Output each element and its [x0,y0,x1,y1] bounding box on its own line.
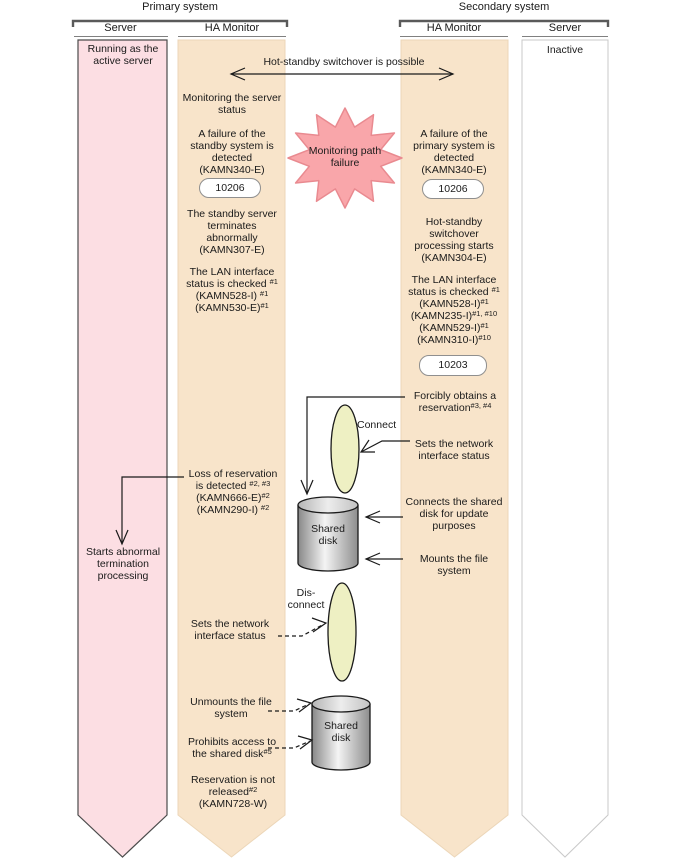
label-reservation-not-released: Reservation is not released$^{\#2}$ (KAMN728-W) [190,774,276,810]
label-failure-standby: A failure of the standby system is detected (KAMN340-E) [190,128,274,176]
label-connects-disk: Connects the shared disk for update purposes [405,496,503,532]
label-connect: Connect [357,419,397,431]
label-monitoring-server: Monitoring the server status [182,92,282,116]
label-monitoring-path-failure: Monitoring path failure [308,145,382,169]
col-label-secondary-ha: HA Monitor [426,22,482,34]
label-lan-checked-primary: The LAN interface status is checked $^{\#1}$ (KAMN528-I) $^{\#1}$ (KAMN530-E)$^{\#1}$ [186,266,278,314]
label-sets-network-left: Sets the network interface status [190,618,270,642]
label-mounts-fs: Mounts the file system [419,553,489,577]
lane-secondary-server [522,40,608,857]
primary-system-title: Primary system [142,1,218,13]
label-switchover-starts: Hot-standby switchover processing starts (KAMN304-E) [414,216,494,264]
label-prohibits-access: Prohibits access to the shared disk$^{\#5}$ [187,736,277,760]
label-unmounts-fs: Unmounts the file system [190,696,272,720]
label-standby-terminates: The standby server terminates abnormally (KAMN307-E) [187,208,277,256]
label-disconnect: Dis- connect [287,587,325,611]
label-starts-abnormal: Starts abnormal termination processing [85,546,161,582]
label-sets-network-right: Sets the network interface status [414,438,494,462]
label-loss-reservation: Loss of reservation is detected $^{\#2, \#3}$ (KAMN666-E)$^{\#2}$ (KAMN290-I) $^{\#2}$ [188,468,278,516]
label-running-active: Running as the active server [87,43,159,67]
label-lan-checked-secondary: The LAN interface status is checked $^{\#1}$ (KAMN528-I)$^{\#1}$ (KAMN235-I)$^{\#1, \#10}$ (KAMN529-I)$^{\#1}$ (KAMN310-I)$^{\#10}$ [408,274,500,346]
col-label-primary-server: Server [104,22,137,34]
secondary-system-title: Secondary system [458,1,550,13]
label-inactive: Inactive [546,44,584,56]
label-failure-primary: A failure of the primary system is detected (KAMN340-E) [413,128,495,176]
label-shared-disk-1: Shared disk [311,523,345,547]
lane-primary-server [78,40,167,857]
connect-ellipse [331,405,359,493]
label-forcibly-obtains: Forcibly obtains a reservation$^{\#3, \#4}$ [413,390,497,414]
label-hot-standby-possible: Hot-standby switchover is possible [263,56,425,68]
label-shared-disk-2: Shared disk [324,720,358,744]
col-label-primary-ha: HA Monitor [204,22,260,34]
event-pill-10206-secondary: 10206 [422,179,484,199]
col-label-secondary-server: Server [548,22,582,34]
event-pill-10203: 10203 [419,355,487,376]
event-pill-10206-primary: 10206 [199,178,261,198]
